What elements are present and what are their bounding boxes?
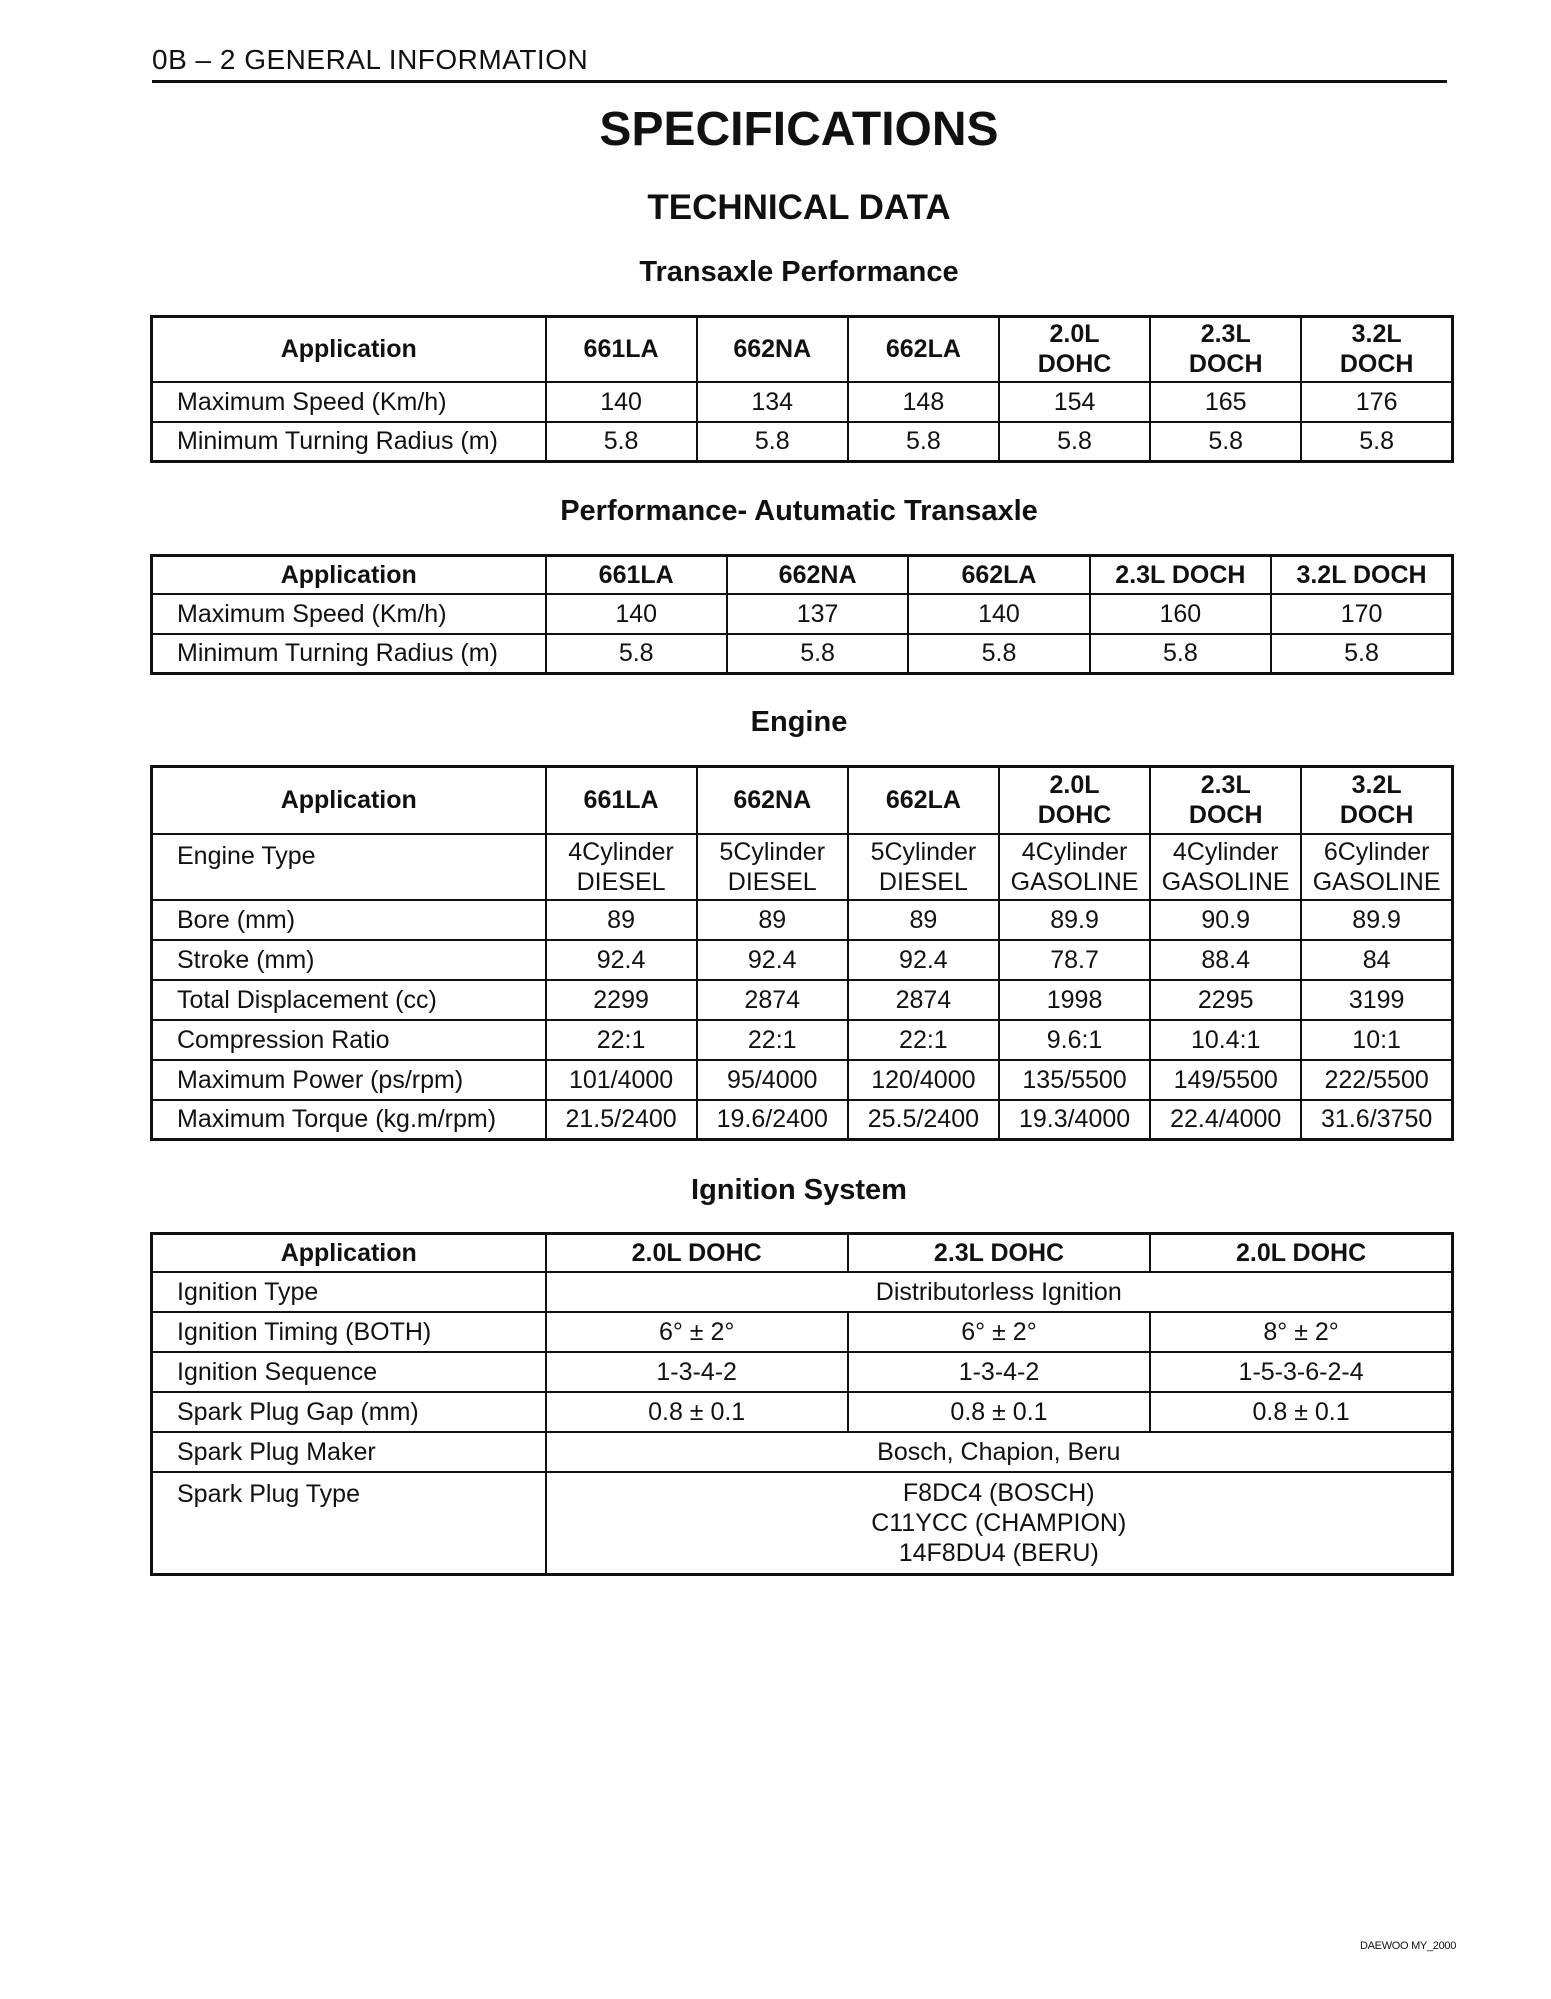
table-cell: 89 <box>848 900 999 940</box>
column-header: 662LA <box>848 317 999 382</box>
table-row <box>152 900 1453 940</box>
table-cell: 1-3-4-2 <box>546 1352 848 1392</box>
column-header: 3.2L DOCH <box>1271 556 1452 594</box>
row-label: Spark Plug Type <box>152 1472 546 1575</box>
table-cell: 78.7 <box>999 940 1150 980</box>
column-header: 661LA <box>546 767 697 834</box>
table-cell: 5.8 <box>908 634 1089 674</box>
table-cell: 25.5/2400 <box>848 1100 999 1140</box>
row-label: Ignition Type <box>152 1272 546 1312</box>
table-cell: 6° ± 2° <box>848 1312 1150 1352</box>
column-header: 662LA <box>848 767 999 834</box>
table-cell: 101/4000 <box>546 1060 697 1100</box>
table-row <box>152 1272 1453 1312</box>
table-cell: 135/5500 <box>999 1060 1150 1100</box>
table-cell: 2874 <box>848 980 999 1020</box>
column-header: 2.0L DOHC <box>1150 1234 1452 1272</box>
table-cell: 5.8 <box>1301 422 1452 462</box>
column-header: 661LA <box>546 317 697 382</box>
row-label: Bore (mm) <box>152 900 546 940</box>
table-row <box>152 1472 1453 1575</box>
row-label: Maximum Speed (Km/h) <box>152 594 546 634</box>
row-label: Stroke (mm) <box>152 940 546 980</box>
row-label: Total Displacement (cc) <box>152 980 546 1020</box>
table-cell: 22:1 <box>848 1020 999 1060</box>
table-row <box>152 834 1453 900</box>
column-header: 662LA <box>908 556 1089 594</box>
table-header-row <box>152 767 1453 834</box>
table-cell: 5.8 <box>546 634 727 674</box>
table-cell: 2874 <box>697 980 848 1020</box>
table-cell: Distributorless Ignition <box>546 1272 1453 1312</box>
table-row <box>152 1312 1453 1352</box>
row-label: Ignition Sequence <box>152 1352 546 1392</box>
column-header: 2.0L DOHC <box>546 1234 848 1272</box>
table-cell: 6° ± 2° <box>546 1312 848 1352</box>
column-header: 2.3L DOHC <box>848 1234 1150 1272</box>
table-cell: 2299 <box>546 980 697 1020</box>
column-header: 662NA <box>697 317 848 382</box>
page-header: 0B – 2 GENERAL INFORMATION <box>152 44 1447 83</box>
footer-label: DAEWOO MY_2000 <box>1360 1940 1457 1952</box>
table-cell: 5.8 <box>697 422 848 462</box>
table-cell: 5.8 <box>1150 422 1301 462</box>
table-row <box>152 1432 1453 1472</box>
table-cell: 4Cylinder GASOLINE <box>1150 834 1301 900</box>
engine-heading: Engine <box>750 706 848 738</box>
table-cell: 84 <box>1301 940 1452 980</box>
column-header: 3.2L DOCH <box>1301 767 1452 834</box>
column-header: 662NA <box>727 556 908 594</box>
table-cell: 5Cylinder DIESEL <box>848 834 999 900</box>
section-title: TECHNICAL DATA <box>647 188 951 227</box>
table-cell: 4Cylinder GASOLINE <box>999 834 1150 900</box>
table-row <box>152 634 1453 674</box>
table-cell: 154 <box>999 382 1150 422</box>
table-cell: 5.8 <box>1090 634 1271 674</box>
table-cell: 2295 <box>1150 980 1301 1020</box>
table-cell: 1-5-3-6-2-4 <box>1150 1352 1452 1392</box>
column-header: 661LA <box>546 556 727 594</box>
table-cell: F8DC4 (BOSCH) C11YCC (CHAMPION) 14F8DU4 (BERU) <box>546 1472 1453 1575</box>
table-cell: 176 <box>1301 382 1452 422</box>
table-cell: 89 <box>546 900 697 940</box>
engine-table <box>150 765 1454 1141</box>
table-cell: 6Cylinder GASOLINE <box>1301 834 1452 900</box>
row-label: Engine Type <box>152 834 546 900</box>
table-cell: 120/4000 <box>848 1060 999 1100</box>
table-row <box>152 1392 1453 1432</box>
table-cell: 22.4/4000 <box>1150 1100 1301 1140</box>
column-header: Application <box>152 767 546 834</box>
table-row <box>152 594 1453 634</box>
table-cell: 5Cylinder DIESEL <box>697 834 848 900</box>
table-cell: 89.9 <box>1301 900 1452 940</box>
table-cell: 140 <box>546 594 727 634</box>
table-cell: 19.3/4000 <box>999 1100 1150 1140</box>
table-cell: 22:1 <box>697 1020 848 1060</box>
table-cell: 88.4 <box>1150 940 1301 980</box>
row-label: Maximum Power (ps/rpm) <box>152 1060 546 1100</box>
table-cell: 3199 <box>1301 980 1452 1020</box>
table-cell: 22:1 <box>546 1020 697 1060</box>
automatic-table <box>150 554 1454 675</box>
table-cell: 5.8 <box>999 422 1150 462</box>
ignition-heading: Ignition System <box>691 1174 907 1206</box>
page-title: SPECIFICATIONS <box>599 103 999 156</box>
table-row <box>152 382 1453 422</box>
table-row <box>152 1352 1453 1392</box>
automatic-heading: Performance- Autumatic Transaxle <box>560 495 1038 527</box>
table-cell: 10.4:1 <box>1150 1020 1301 1060</box>
column-header: 2.0L DOHC <box>999 767 1150 834</box>
table-cell: 90.9 <box>1150 900 1301 940</box>
table-header-row <box>152 556 1453 594</box>
table-row <box>152 980 1453 1020</box>
table-cell: 21.5/2400 <box>546 1100 697 1140</box>
row-label: Maximum Speed (Km/h) <box>152 382 546 422</box>
column-header: 2.3L DOCH <box>1090 556 1271 594</box>
table-cell: 140 <box>908 594 1089 634</box>
row-label: Ignition Timing (BOTH) <box>152 1312 546 1352</box>
table-cell: 165 <box>1150 382 1301 422</box>
table-row <box>152 1060 1453 1100</box>
row-label: Maximum Torque (kg.m/rpm) <box>152 1100 546 1140</box>
table-cell: 10:1 <box>1301 1020 1452 1060</box>
table-cell: 92.4 <box>546 940 697 980</box>
table-header-row <box>152 1234 1453 1272</box>
table-cell: 95/4000 <box>697 1060 848 1100</box>
table-cell: 1-3-4-2 <box>848 1352 1150 1392</box>
row-label: Compression Ratio <box>152 1020 546 1060</box>
table-cell: 160 <box>1090 594 1271 634</box>
transaxle-table <box>150 315 1454 463</box>
table-cell: 89.9 <box>999 900 1150 940</box>
table-cell: 148 <box>848 382 999 422</box>
column-header: 2.3L DOCH <box>1150 317 1301 382</box>
table-cell: 0.8 ± 0.1 <box>546 1392 848 1432</box>
table-cell: 134 <box>697 382 848 422</box>
table-cell: 5.8 <box>848 422 999 462</box>
table-cell: 92.4 <box>848 940 999 980</box>
table-cell: 92.4 <box>697 940 848 980</box>
row-label: Minimum Turning Radius (m) <box>152 422 546 462</box>
table-cell: 19.6/2400 <box>697 1100 848 1140</box>
table-row <box>152 1100 1453 1140</box>
table-cell: 89 <box>697 900 848 940</box>
table-cell: 4Cylinder DIESEL <box>546 834 697 900</box>
row-label: Spark Plug Maker <box>152 1432 546 1472</box>
table-row <box>152 1020 1453 1060</box>
column-header: 3.2L DOCH <box>1301 317 1452 382</box>
table-cell: 5.8 <box>727 634 908 674</box>
table-cell: Bosch, Chapion, Beru <box>546 1432 1453 1472</box>
table-cell: 31.6/3750 <box>1301 1100 1452 1140</box>
column-header: 2.0L DOHC <box>999 317 1150 382</box>
column-header: Application <box>152 1234 546 1272</box>
table-header-row <box>152 317 1453 382</box>
table-cell: 137 <box>727 594 908 634</box>
table-cell: 0.8 ± 0.1 <box>1150 1392 1452 1432</box>
table-cell: 9.6:1 <box>999 1020 1150 1060</box>
table-cell: 222/5500 <box>1301 1060 1452 1100</box>
table-cell: 1998 <box>999 980 1150 1020</box>
table-cell: 149/5500 <box>1150 1060 1301 1100</box>
ignition-table <box>150 1232 1454 1576</box>
table-row <box>152 940 1453 980</box>
row-label: Minimum Turning Radius (m) <box>152 634 546 674</box>
table-row <box>152 422 1453 462</box>
table-cell: 0.8 ± 0.1 <box>848 1392 1150 1432</box>
table-cell: 140 <box>546 382 697 422</box>
column-header: 2.3L DOCH <box>1150 767 1301 834</box>
table-cell: 5.8 <box>1271 634 1452 674</box>
column-header: Application <box>152 317 546 382</box>
table-cell: 8° ± 2° <box>1150 1312 1452 1352</box>
transaxle-heading: Transaxle Performance <box>639 256 959 288</box>
table-cell: 170 <box>1271 594 1452 634</box>
row-label: Spark Plug Gap (mm) <box>152 1392 546 1432</box>
column-header: 662NA <box>697 767 848 834</box>
table-cell: 5.8 <box>546 422 697 462</box>
column-header: Application <box>152 556 546 594</box>
